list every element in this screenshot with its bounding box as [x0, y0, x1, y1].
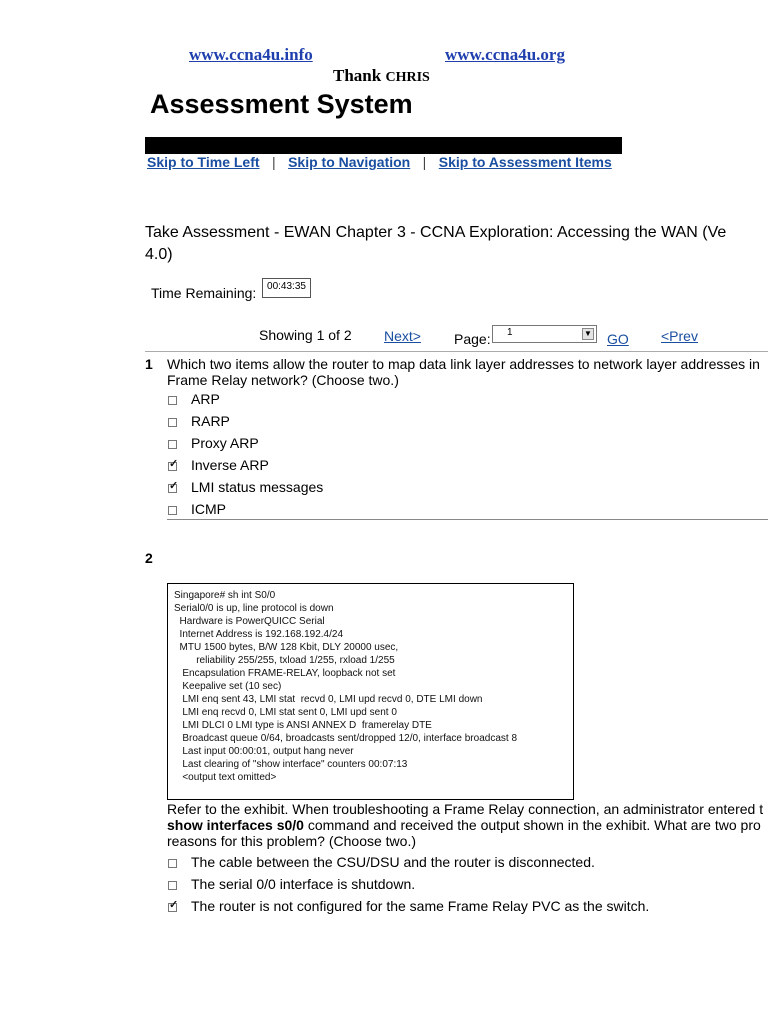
exhibit-line: LMI enq recvd 0, LMI stat sent 0, LMI upd sent 0	[174, 707, 397, 718]
skip-separator: |	[422, 154, 427, 170]
exhibit-line: reliability 255/255, txload 1/255, rxload 1/255	[174, 655, 395, 666]
exhibit-line: Serial0/0 is up, line protocol is down	[174, 603, 334, 614]
question-text	[167, 356, 760, 388]
answer-checkbox[interactable]	[168, 418, 177, 427]
thank-text	[333, 66, 430, 86]
check-icon: ✓	[169, 899, 179, 911]
answer-option-label: Inverse ARP	[191, 457, 269, 473]
exhibit-line: LMI DLCI 0 LMI type is ANSI ANNEX D framerelay DTE	[174, 720, 432, 731]
answer-checkbox[interactable]	[168, 881, 177, 890]
answer-option-label: LMI status messages	[191, 479, 324, 495]
skip-links	[147, 154, 612, 172]
answer-option-label: ICMP	[191, 501, 226, 517]
exhibit-line: Encapsulation FRAME-RELAY, loopback not set	[174, 668, 396, 679]
exhibit-box	[167, 583, 574, 800]
answer-checkbox[interactable]	[168, 458, 179, 471]
skip-separator: |	[272, 154, 276, 170]
question-number: 1	[145, 356, 153, 372]
question-text-line1: Which two items allow the router to map data link layer addresses to network layer addresses in	[167, 356, 760, 372]
answer-option-label: The cable between the CSU/DSU and the router is disconnected.	[191, 854, 595, 870]
answer-option-label: The router is not configured for the same Frame Relay PVC as the switch.	[191, 898, 650, 914]
answer-checkbox[interactable]	[168, 899, 179, 912]
answer-checkbox[interactable]	[168, 396, 177, 405]
exhibit-output	[174, 589, 517, 784]
assessment-title	[145, 222, 726, 266]
command-text: show interfaces s0/0	[167, 817, 304, 833]
exhibit-line: Broadcast queue 0/64, broadcasts sent/dropped 12/0, interface broadcast 8	[174, 733, 518, 744]
question-text-line2: Frame Relay network? (Choose two.)	[167, 372, 399, 388]
skip-assessment-items-link[interactable]: Skip to Assessment Items	[438, 154, 612, 170]
showing-text: Showing 1 of 2	[259, 327, 352, 343]
divider	[167, 519, 768, 520]
answer-checkbox[interactable]	[168, 480, 179, 493]
page-title: Assessment System	[150, 89, 413, 119]
header-bar	[145, 137, 622, 154]
page-label: Page:	[454, 331, 491, 347]
assessment-title-line1: Take Assessment - EWAN Chapter 3 - CCNA Exploration: Accessing the WAN (Ve	[145, 224, 727, 241]
next-link[interactable]: Next>	[384, 328, 421, 344]
exhibit-line: Last input 00:00:01, output hang never	[174, 746, 354, 757]
skip-navigation-link[interactable]: Skip to Navigation	[288, 154, 411, 170]
answer-option-label: RARP	[191, 413, 230, 429]
page-select-value: 1	[507, 327, 513, 338]
divider	[145, 351, 768, 352]
ccna4u-org-link[interactable]: www.ccna4u.org	[445, 45, 565, 64]
page-select[interactable]	[492, 325, 597, 343]
check-icon: ✓	[169, 458, 179, 470]
thank-name: CHRIS	[385, 70, 430, 85]
exhibit-line: Internet Address is 192.168.192.4/24	[174, 629, 344, 640]
answer-checkbox[interactable]	[168, 859, 177, 868]
answer-option-label: ARP	[191, 391, 220, 407]
question-number: 2	[145, 550, 153, 566]
exhibit-line: Singapore# sh int S0/0	[174, 590, 276, 601]
question-text-line3: reasons for this problem? (Choose two.)	[167, 833, 416, 849]
exhibit-line: Keepalive set (10 sec)	[174, 681, 282, 692]
answer-option-label: Proxy ARP	[191, 435, 259, 451]
question-text	[167, 801, 763, 849]
answer-checkbox[interactable]	[168, 506, 177, 515]
assessment-title-line2: 4.0)	[145, 246, 173, 263]
question-text-line2	[167, 817, 763, 833]
answer-option-label: The serial 0/0 interface is shutdown.	[191, 876, 416, 892]
exhibit-line: Hardware is PowerQUICC Serial	[174, 616, 325, 627]
check-icon: ✓	[169, 480, 179, 492]
time-remaining-label: Time Remaining:	[151, 285, 257, 301]
exhibit-line: <output text omitted>	[174, 772, 277, 783]
skip-time-left-link[interactable]: Skip to Time Left	[147, 154, 260, 170]
time-remaining-box: 00:43:35	[262, 278, 311, 298]
ccna4u-info-link[interactable]: www.ccna4u.info	[189, 45, 313, 64]
thank-label: Thank	[333, 66, 382, 85]
answer-checkbox[interactable]	[168, 440, 177, 449]
chevron-down-icon[interactable]: ▼	[582, 328, 594, 340]
exhibit-line: Last clearing of "show interface" counters 00:07:13	[174, 759, 408, 770]
exhibit-line: MTU 1500 bytes, B/W 128 Kbit, DLY 20000 usec,	[174, 642, 399, 653]
go-link[interactable]: GO	[607, 331, 629, 347]
question-text-rest: command and received the output shown in the exhibit. What are two pro	[303, 817, 761, 833]
prev-link[interactable]: <Prev	[661, 328, 698, 344]
exhibit-line: LMI enq sent 43, LMI stat recvd 0, LMI upd recvd 0, DTE LMI down	[174, 694, 483, 705]
question-text-line1: Refer to the exhibit. When troubleshooting a Frame Relay connection, an administrator entered t	[167, 801, 764, 817]
